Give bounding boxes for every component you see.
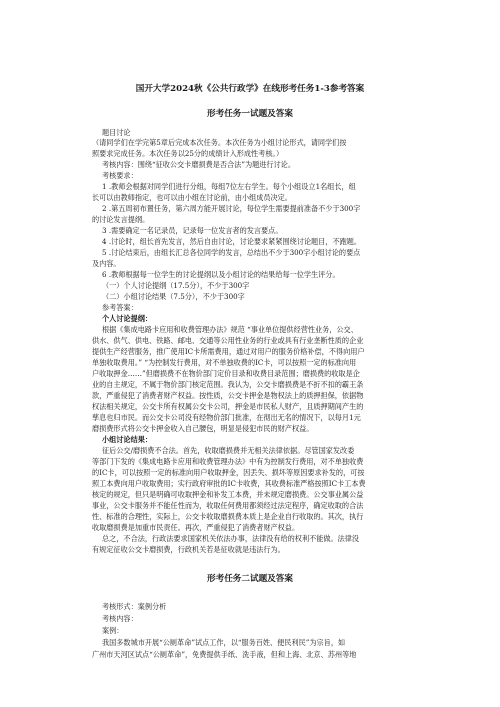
paragraph-line: 收取磨损费是加重市民责任。再次，严重侵犯了消费者财产权益。 xyxy=(92,523,300,532)
paragraph-line: 事业，公交卡服务并不能任性而为，收取任何费用都须经过法定程序，确定收取的合法 xyxy=(92,501,364,510)
paragraph-line: 提供生产经营服务，推广使用IC卡所需费用，通过对用户的服务价格补偿，不得向用户 xyxy=(92,347,365,356)
paragraph-line: 题目讨论 xyxy=(102,128,131,137)
paragraph-line: 核定的规定，但只是明确可收取押金和补发工本费，并未规定磨损费。公交事业属公益 xyxy=(92,490,364,499)
paragraph-line: 广州市天河区试点“公厕革命”，免费提供手纸、洗手液，但和上海、北京、苏州等地 xyxy=(92,650,357,659)
paragraph-line: 3 .需要确定一名记录员，记录每一位发言者的发言要点。 xyxy=(102,226,283,235)
paragraph-line: 及内容。 xyxy=(92,259,121,268)
paragraph-line: 的讨论发言提纲。 xyxy=(92,215,150,224)
paragraph-line: 考核要求： xyxy=(102,171,138,180)
paragraph-line: 单独收取费用。” “为控制发行费用，对不单独收费的IC卡，可以按照一定的标准向用 xyxy=(92,358,357,367)
section-label: 个人讨论提纲： xyxy=(102,314,152,323)
paragraph-line: 照要求完成任务。本次任务以25分的成绩计入形成性考核。） xyxy=(92,149,284,158)
paragraph-line: 款，严重侵犯了消费者财产权益。按性质，公交卡押金是物权法上的质押担保，依据物 xyxy=(92,391,364,400)
paragraph-line: 性、标准的合理性，实际上，公交卡收取磨损费本质上是企业自行收取的。其次，执行 xyxy=(92,512,364,521)
main-title: 国开大学2024秋《公共行政学》在线形考任务1-3参考答案 xyxy=(135,84,365,94)
paragraph-line: 等部门下发的《集成电路卡应用和收费管理办法》中有为控制发行费用，对不单独收费 xyxy=(92,457,364,466)
paragraph-line: 权法相关规定，公交卡所有权属公交卡公司，押金是市民私人财产，且质押期间产生的 xyxy=(92,402,364,411)
task2-heading: 形考任务二试题及答案 xyxy=(207,574,293,584)
paragraph-line: 参考答案： xyxy=(102,303,138,312)
paragraph-line: 考核形式：案例分析 xyxy=(102,602,167,611)
paragraph-line: 1 .教师会根据对同学们进行分组，每组7位左右学生。每个小组设立1名组长，组 xyxy=(102,182,356,191)
paragraph-line: 磨损费形式将公交卡押金收入自己腰包，明显是侵犯市民的财产权益。 xyxy=(92,424,314,433)
paragraph-line: 6 .教师根据每一位学生的讨论提纲以及小组讨论的结果给每一位学生评分。 xyxy=(102,270,340,279)
paragraph-line: （二）小组讨论结果（7.5分），不少于300字 xyxy=(102,292,245,301)
paragraph-line: （请同学们在学完第5章后完成本次任务。本次任务为小组讨论形式，请同学们按 xyxy=(92,138,347,147)
paragraph-line: 5 .讨论结束后，由组长汇总各位同学的发言，总结出不少于300字小组讨论的要点 xyxy=(102,248,361,257)
paragraph-line: 有规定征收公交卡磨损费，行政机关若是征收就是违法行为。 xyxy=(92,545,285,554)
paragraph-line: 供水、供气、供电、铁路、邮电、交通等公用性业务的行业或具有行业垄断性质的企业 xyxy=(92,336,364,345)
paragraph-line: 的IC卡，可以按照一定的标准向用户收取押金，因丢失、损坏等原因要求补发的，可按 xyxy=(92,468,365,477)
section-label: 小组讨论结果： xyxy=(102,435,152,444)
paragraph-line: 户收取押金……”但磨损费不在物价部门定价目录和收费目录范围；磨损费的收取是企 xyxy=(92,369,360,378)
paragraph-line: （一）个人讨论提纲（17.5分），不少于300字 xyxy=(102,281,250,290)
paragraph-line: 孳息也归市民。而公交卡公司没有经物价部门批准，在彻出无名的情况下，以每月1元 xyxy=(92,413,361,422)
paragraph-line: 照工本费向用户收取费用；实行政府审批的IC卡收费，其收费标准严格按照IC卡工本费 xyxy=(92,479,366,488)
paragraph-line: 总之，不合法，行政法要求国家机关依法办事，法律没有给的权利不能做。法律没 xyxy=(102,534,360,543)
paragraph-line: 征后公交/磨损费不合法。首先，收取磨损费并无相关法律依据。尽管国家发改委 xyxy=(102,446,355,455)
paragraph-line: 考核内容： xyxy=(102,614,138,623)
paragraph-line: 4 .讨论时，组长首先发言，然后自由讨论，讨论要求紧紧围绕讨论题目，不跑题。 xyxy=(102,237,362,246)
paragraph-line: 根据《集成电路卡应用和收费管理办法》规范 “事业单位提供经营性业务，公交、 xyxy=(102,325,358,334)
paragraph-line: 我国多数城市开展“公厕革命”试点工作，以“服务百姓、便民利民”为宗旨，如 xyxy=(102,638,346,647)
paragraph-line: 2 .第五周初布置任务，第六周方能开展讨论，每位学生需要提前准备不少于300字 xyxy=(102,204,361,213)
task1-heading: 形考任务一试题及答案 xyxy=(207,109,293,119)
paragraph-line: 长可以由教师指定，也可以由小组在讨论前，由小组成员决定。 xyxy=(92,193,292,202)
paragraph-line: 案例： xyxy=(102,626,124,635)
paragraph-line: 业的自主规定，不属于物价部门核定范围。我认为，公交卡磨损费是不折不扣的霸王条 xyxy=(92,380,364,389)
paragraph-line: 考核内容：围绕“征收公交卡磨损费是否合法”为题进行讨论。 xyxy=(102,160,295,169)
